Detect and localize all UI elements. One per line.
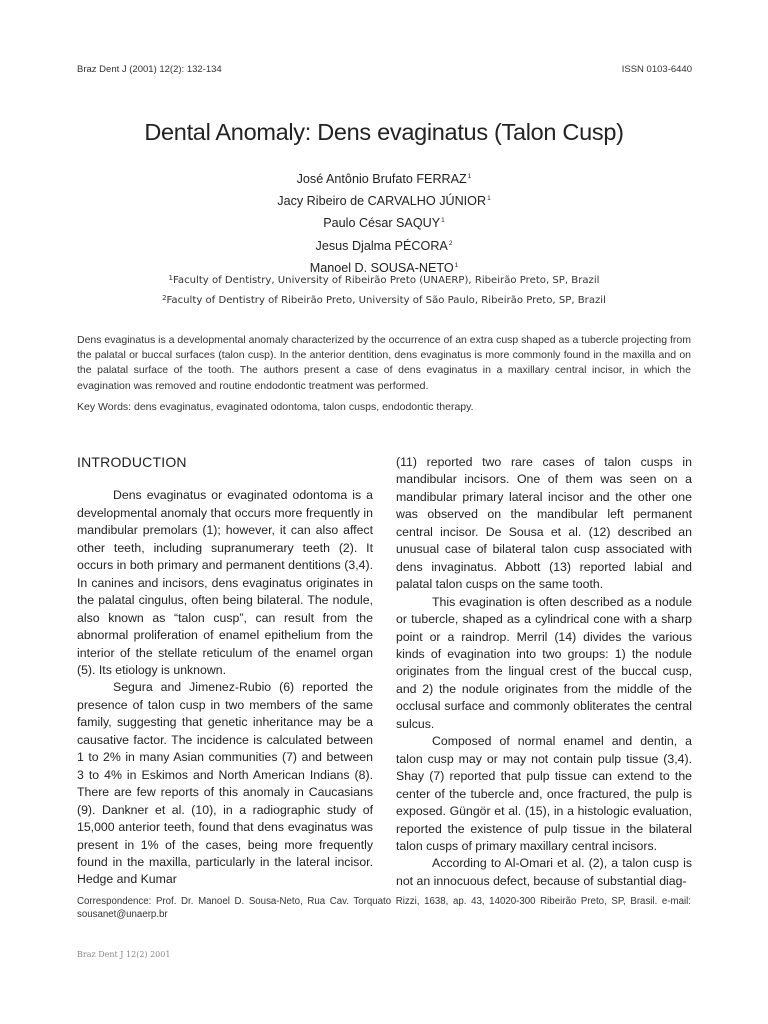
body-paragraph: Composed of normal enamel and dentin, a talon cusp may or may not contain pulp tissue (3,4). Shay (7) reported that pulp tissue can extend to the center of the tubercle and, once fractured, the pulp is exposed. Güngör et al. (15), in a histologic evaluation, reported the existence of pulp tissue in the bilateral talon cusps of primary maxillary central incisors. — [396, 734, 692, 853]
section-heading: INTRODUCTION — [77, 454, 187, 470]
right-column — [396, 454, 692, 890]
affiliation: $^2$Faculty of Dentistry of Ribeirão Preto, University of São Paulo, Ribeirão Preto, SP, Brazil — [162, 293, 606, 306]
author: Jesus Djalma PÉCORA$^2$ — [315, 238, 453, 253]
journal-citation: Braz Dent J (2001) 12(2): 132-134 — [77, 64, 222, 75]
article-title: Dental Anomaly: Dens evaginatus (Talon Cusp) — [144, 118, 624, 145]
author: Paulo César SAQUY$^1$ — [323, 216, 445, 231]
author: José Antônio Brufato FERRAZ$^1$ — [296, 172, 472, 186]
body-paragraph: (11) reported two rare cases of talon cusps in mandibular incisors. One of them was seen on a mandibular primary lateral incisor and the other one was observed on the mandibular left permanent central incisor. De Sousa et al. (12) described an unusual case of bilateral talon cusp associated with dens invaginatus. Abbott (13) reported labial and palatal talon cusps on the same tooth. — [396, 455, 692, 592]
affiliation: $^1$Faculty of Dentistry, University of Ribeirão Preto (UNAERP), Ribeirão Preto, SP, Brazil — [168, 274, 600, 286]
keywords: Key Words: dens evaginatus, evaginated odontoma, talon cusps, endodontic therapy. — [77, 401, 474, 413]
body-paragraph: Dens evaginatus or evaginated odontoma is a developmental anomaly that occurs more frequently in mandibular premolars (1); however, it can also affect other teeth, including supranumerary teeth (2). It occurs in both primary and permanent dentitions (3,4). In canines and incisors, dens evaginatus originates in the palatal cingulus, often being bilateral. The nodule, also known as “talon cusp”, can result from the abnormal proliferation of enamel epithelium from the interior of the stellate reticulum of the enamel organ (5). Its etiology is unknown. — [77, 488, 373, 677]
author: Manoel D. SOUSA-NETO$^1$ — [309, 260, 459, 275]
body-paragraph: This evagination is often described as a nodule or tubercle, shaped as a cylindrical cone with a sharp point or a raindrop. Merril (14) divides the various kinds of evagination into two groups: 1) the nodule originates from the lingual crest of the buccal cusp, and 2) the nodule originates from the middle of the occlusal surface and commonly obliterates the central sulcus. — [396, 594, 692, 731]
body-paragraph: According to Al-Omari et al. (2), a talon cusp is not an innocuous defect, because of substantial diag- — [396, 856, 692, 888]
correspondence-note: Correspondence: Prof. Dr. Manoel D. Sousa-Neto, Rua Cav. Torquato Rizzi, 1638, ap. 43, 14020-300 Ribeirão Preto, SP, Brasil. e-mail: sousanet@unaerp.br — [77, 896, 691, 921]
page-footer: Braz Dent J 12(2) 2001 — [77, 950, 171, 959]
left-column — [77, 454, 373, 889]
body-paragraph: Segura and Jimenez-Rubio (6) reported the presence of talon cusp in two members of the same family, suggesting that genetic inheritance may be a causative factor. The incidence is calculated between 1 to 2% in many Asian communities (7) and between 3 to 4% in Eskimos and North American Indians (8). There are few reports of this anomaly in Caucasians (9). Dankner et al. (10), in a radiographic study of 15,000 anterior teeth, found that dens evaginatus was present in 1% of the cases, being more frequently found in the maxilla, particularly in the lateral incisor. Hedge and Kumar — [77, 680, 373, 887]
abstract: Dens evaginatus is a developmental anomaly characterized by the occurrence of an extra cusp shaped as a tubercle projecting from the palatal or buccal surfaces (talon cusp). In the anterior dentition, dens evaginatus is more commonly found in the maxilla and on the palatal surface of the tooth. The authors present a case of dens evaginatus in a maxillary central incisor, in which the evagination was removed and routine endodontic treatment was performed. — [77, 334, 692, 392]
issn: ISSN 0103-6440 — [621, 64, 692, 75]
author-list — [0, 167, 768, 278]
affiliations — [0, 270, 768, 309]
author: Jacy Ribeiro de CARVALHO JÚNIOR$^1$ — [277, 194, 491, 209]
